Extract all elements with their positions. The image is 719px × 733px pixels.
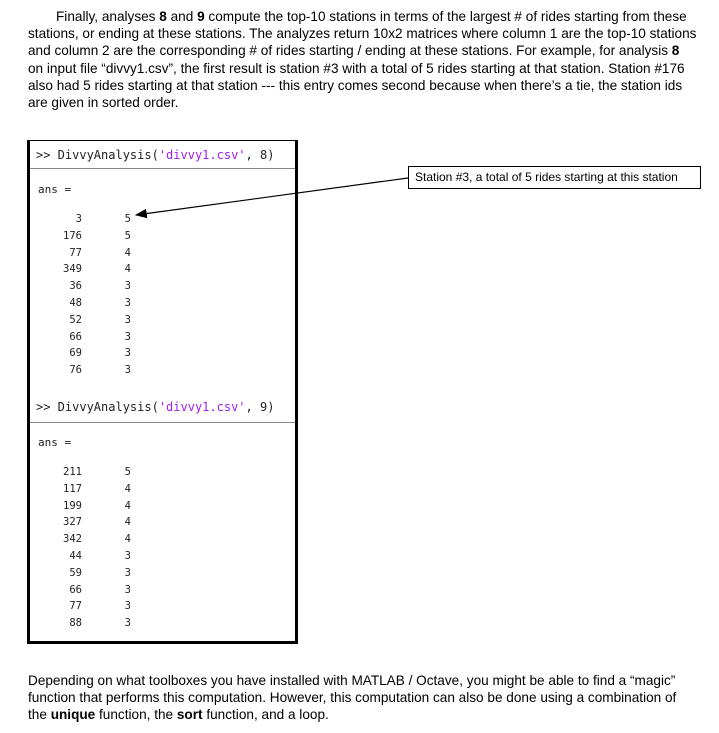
ride-count-cell: 4	[124, 482, 131, 495]
ride-count-cell: 3	[124, 280, 131, 293]
station-id-cell: 199	[63, 499, 82, 512]
ride-count-cell: 4	[124, 263, 131, 276]
station-id-cell: 69	[69, 347, 82, 360]
command-line-analysis-9: >> DivvyAnalysis('divvy1.csv', 9)	[36, 400, 275, 414]
station-id-cell: 3	[75, 213, 82, 225]
ride-count-cell: 3	[124, 583, 131, 596]
ride-count-cell: 3	[124, 313, 131, 326]
station-id-cell: 176	[63, 229, 82, 242]
ride-count-cell: 3	[124, 297, 131, 309]
ride-count-cell: 3	[124, 347, 131, 360]
station-id-cell: 342	[63, 533, 82, 546]
annotation-callout-box: Station #3, a total of 5 rides starting at this station	[408, 166, 701, 189]
ans-label: ans =	[38, 183, 72, 196]
arrow-line	[136, 178, 408, 215]
ride-count-cell: 4	[124, 499, 131, 512]
station-id-cell: 76	[69, 364, 82, 377]
ride-count-cell: 3	[124, 600, 131, 613]
station-id-cell: 349	[63, 263, 82, 276]
station-id-cell: 36	[69, 280, 82, 293]
ride-count-cell: 5	[124, 466, 131, 478]
station-id-cell: 327	[63, 516, 82, 529]
ride-count-cell: 3	[124, 617, 131, 630]
station-id-cell: 66	[69, 330, 82, 343]
station-id-cell: 59	[69, 566, 82, 579]
ride-count-cell: 5	[124, 229, 131, 242]
ans-label: ans =	[38, 436, 72, 449]
station-id-cell: 77	[69, 246, 82, 259]
station-id-cell: 52	[69, 313, 82, 326]
command-line-analysis-8: >> DivvyAnalysis('divvy1.csv', 8)	[36, 148, 275, 162]
station-id-cell: 211	[63, 466, 82, 478]
station-id-cell: 88	[69, 617, 82, 630]
station-id-cell: 44	[69, 550, 82, 562]
ride-count-cell: 4	[124, 246, 131, 259]
intro-paragraph: Finally, analyses 8 and 9 compute the top-10 stations in terms of the largest # of rides starting from these stations, or ending at these stations. The analyzes return 10x2 matrices where column 1 are the top-10 stations and column 2 are the corresponding # of rides starting / ending at these stations. For example, for analysis 8 on input file “divvy1.csv”, the first result is station #3 with a total of 5 rides starting at that station. Station #176 also had 5 rides starting at that station --- this entry comes second because when there’s a tie, the station ids are given in sorted order.	[28, 9, 697, 111]
closing-paragraph: Depending on what toolboxes you have installed with MATLAB / Octave, you might be able to find a “magic” function that performs this computation. However, this computation can also be done using a combination of the unique function, the sort function, and a loop.	[28, 673, 677, 723]
ride-count-cell: 3	[124, 550, 131, 562]
station-id-cell: 66	[69, 583, 82, 596]
station-id-cell: 77	[69, 600, 82, 613]
ride-count-cell: 4	[124, 533, 131, 546]
ride-count-cell: 3	[124, 566, 131, 579]
station-id-cell: 48	[69, 297, 82, 309]
station-id-cell: 117	[63, 482, 82, 495]
ride-count-cell: 3	[124, 364, 131, 377]
ride-count-cell: 4	[124, 516, 131, 529]
ride-count-cell: 5	[124, 213, 131, 225]
ride-count-cell: 3	[124, 330, 131, 343]
